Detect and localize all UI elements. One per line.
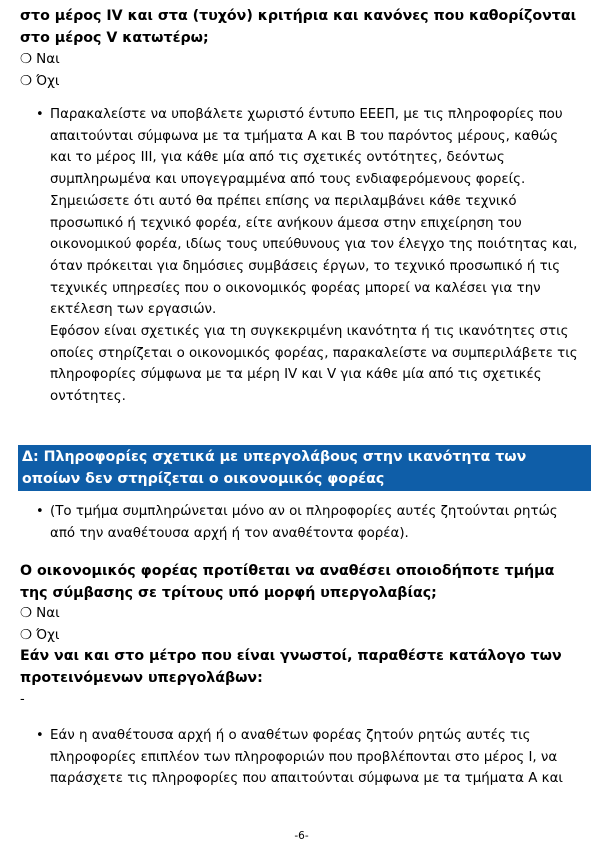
option-yes-1[interactable] <box>20 49 60 69</box>
part-question-tail: στο μέρος IV και στα (τυχόν) κριτήρια και κανόνες που καθορίζονται στο μέρος V κατωτέρω; <box>20 8 577 46</box>
option-label: Όχι <box>36 73 60 89</box>
bullet-icon: • <box>36 107 44 122</box>
instruction-paragraph: Εάν η αναθέτουσα αρχή ή ο αναθέτων φορέας ζητούν ρητώς αυτές τις πληροφορίες επιπλέον των πληροφοριών που προβλέπονται στο μέρος Ι, να παράσχετε τις πληροφορίες που απαιτούνται σύμφωνα με τα τμήματα Α και <box>50 728 563 787</box>
radio-icon[interactable]: ❍ <box>20 605 33 621</box>
option-no-1[interactable] <box>20 71 59 91</box>
subcontract-question: Ο οικονομικός φορέας προτίθεται να αναθέσει οποιοδήποτε τμήμα της σύμβασης σε τρίτους υπό μορφή υπεργολαβίας; <box>20 563 555 601</box>
section-d-note: (Το τμήμα συμπληρώνεται μόνο αν οι πληροφορίες αυτές ζητούνται ρητώς από την αναθέτουσα αρχή ή τον αναθέτοντα φορέα). <box>50 504 558 541</box>
bullet-icon: • <box>36 728 44 743</box>
instruction-paragraph: Παρακαλείστε να υποβάλετε χωριστό έντυπο ΕΕΕΠ, με τις πληροφορίες που απαιτούνται σύμφωνα με τα τμήματα Α και Β του παρόντος μέρους, καθώς και το μέρος ΙΙΙ, για κάθε μία από τις σχετικές οντότητες, δεόντως συμπληρωμένα και υπογεγραμμένα από τους ενδιαφερόμενους φορείς. Σημειώσετε ότι αυτό θα πρέπει επίσης να περιλαμβάνει κάθε τεχνικό προσωπικό ή τεχνικό φορέα, είτε ανήκουν άμεσα στην επιχείρηση του οικονομικού φορέα, ιδίως τους υπεύθυνους για τον έλεγχο της ποιότητας και, όταν πρόκειται για δημόσιες συμβάσεις έργων, το τεχνικό προσωπικό ή τις τεχνικές υπηρεσίες που ο οικονομικός φορέας μπορεί να καλέσει για την εκτέλεση των εργασιών. <box>50 107 578 318</box>
option-label: Ναι <box>36 51 60 67</box>
instruction-bullet-entities <box>36 104 581 408</box>
instruction-bullet-subcontractors <box>36 725 581 790</box>
radio-icon[interactable]: ❍ <box>20 51 33 67</box>
instruction-paragraph: Εφόσον είναι σχετικές για τη συγκεκριμένη ικανότητα ή τις ικανότητες στις οποίες στηρίζεται ο οικονομικός φορέας, παρακαλείστε να συμπεριλάβετε τις πληροφορίες σύμφωνα με τα μέρη IV και V για κάθε μία από τις σχετικές οντότητες. <box>50 324 578 405</box>
option-no-2[interactable] <box>20 625 59 645</box>
bullet-icon: • <box>36 504 44 519</box>
option-label: Ναι <box>36 605 60 621</box>
radio-icon[interactable]: ❍ <box>20 627 33 643</box>
option-yes-2[interactable] <box>20 603 60 623</box>
section-d-header: Δ: Πληροφορίες σχετικά με υπεργολάβους στην ικανότητα των οποίων δεν στηρίζεται ο οικονομικός φορέας <box>18 445 591 491</box>
radio-icon[interactable]: ❍ <box>20 73 33 89</box>
section-d-note-bullet <box>36 501 581 544</box>
subcontractor-list-question: Εάν ναι και στο μέτρο που είναι γνωστοί, παραθέστε κατάλογο των προτεινόμενων υπεργολάβων: <box>20 648 562 686</box>
page-number: -6- <box>294 830 309 842</box>
subcontractor-list-answer[interactable]: - <box>20 692 25 707</box>
option-label: Όχι <box>36 627 60 643</box>
